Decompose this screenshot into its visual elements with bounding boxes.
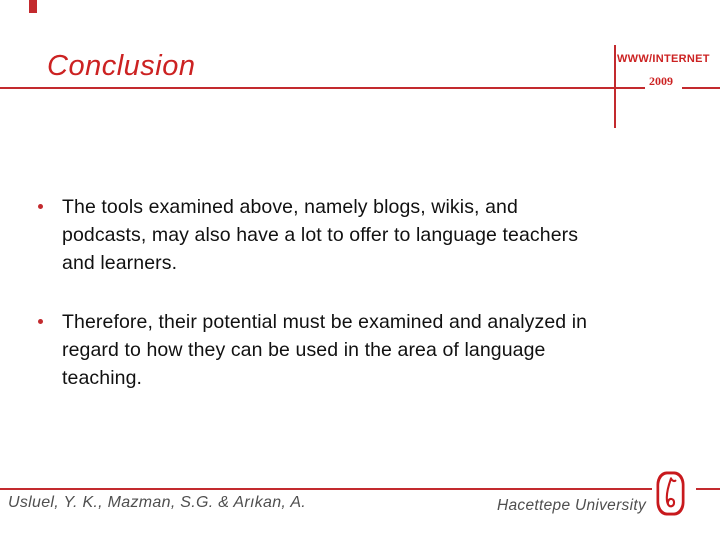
footer-rule-right-segment: [696, 488, 720, 490]
header-vertical-rule: [614, 45, 616, 128]
footer-institution: Hacettepe University: [497, 497, 647, 514]
footer-rule: [0, 488, 652, 490]
hacettepe-university-logo-icon: [656, 471, 685, 516]
bullet-line: podcasts, may also have a lot to offer to language teachers: [62, 224, 579, 246]
bullet-line: teaching.: [62, 367, 143, 389]
bullet-line: The tools examined above, namely blogs, wikis, and: [62, 196, 518, 218]
bullet-dot-icon: [38, 204, 43, 209]
slide-title: Conclusion: [47, 50, 196, 82]
bullet-text: [62, 193, 578, 277]
conference-year-label: 2009: [649, 74, 673, 88]
footer-authors: Usluel, Y. K., Mazman, S.G. & Arıkan, A.: [8, 494, 307, 511]
bullet-list: [38, 193, 668, 423]
conference-name-label: WWW/INTERNET: [617, 53, 710, 65]
title-underline-rule: [0, 87, 645, 89]
bullet-dot-icon: [38, 319, 43, 324]
title-underline-rule-right-segment: [682, 87, 720, 89]
top-left-accent-mark: [29, 0, 37, 13]
bullet-line: Therefore, their potential must be examined and analyzed in: [62, 311, 588, 333]
bullet-item: [38, 193, 668, 277]
bullet-line: regard to how they can be used in the area of language: [62, 339, 546, 361]
bullet-text: [62, 308, 587, 392]
bullet-line: and learners.: [62, 252, 178, 274]
bullet-item: [38, 308, 668, 392]
